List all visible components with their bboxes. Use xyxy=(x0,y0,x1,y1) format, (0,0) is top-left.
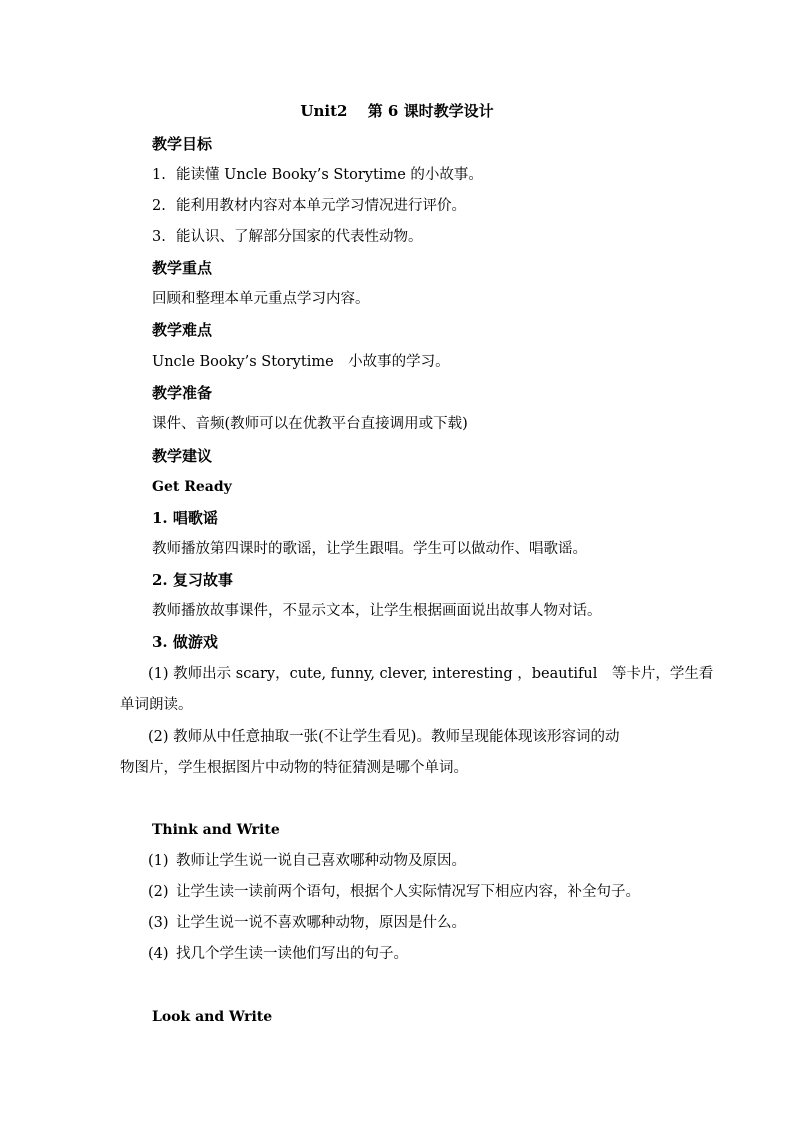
preparation-heading: 教学准备 xyxy=(152,384,213,402)
goal-item xyxy=(152,196,466,216)
goals-heading: 教学目标 xyxy=(152,135,213,153)
step3-paragraph2-line2: 物图片，学生根据图片中动物的特征猜测是哪个单词。 xyxy=(120,760,468,776)
difficulties-heading: 教学难点 xyxy=(152,321,213,339)
think-write-item xyxy=(148,882,640,902)
think-write-heading: Think and Write xyxy=(152,822,280,838)
page-title: Unit2 第 6 课时教学设计 xyxy=(300,102,494,120)
think-write-item xyxy=(148,851,466,871)
goal-number: 1. xyxy=(152,167,166,183)
item-text: 让学生说一说不喜欢哪种动物，原因是什么。 xyxy=(176,915,466,931)
difficulties-text: Uncle Booky’s Storytime 小故事的学习。 xyxy=(152,354,450,370)
goal-number: 3. xyxy=(152,229,166,245)
think-write-item xyxy=(148,913,466,933)
item-number: (4) xyxy=(148,946,169,962)
suggestions-heading: 教学建议 xyxy=(152,447,213,465)
item-text: 教师让学生说一说自己喜欢哪种动物及原因。 xyxy=(176,853,466,869)
think-write-item xyxy=(148,944,408,964)
step3-heading: 3. 做游戏 xyxy=(152,633,218,651)
item-number: (3) xyxy=(148,915,169,931)
item-number: (2) xyxy=(148,884,169,900)
look-write-heading: Look and Write xyxy=(152,1009,273,1025)
preparation-text: 课件、音频(教师可以在优教平台直接调用或下载) xyxy=(152,416,468,432)
step1-heading: 1. 唱歌谣 xyxy=(152,509,218,527)
step3-paragraph2-line1: (2) 教师从中任意抽取一张(不让学生看见)。教师呈现能体现该形容词的动 xyxy=(148,729,620,745)
key-points-heading: 教学重点 xyxy=(152,259,213,277)
step2-text: 教师播放故事课件，不显示文本，让学生根据画面说出故事人物对话。 xyxy=(152,603,602,619)
goal-text: 能利用教材内容对本单元学习情况进行评价。 xyxy=(176,198,466,214)
step1-text: 教师播放第四课时的歌谣，让学生跟唱。学生可以做动作、唱歌谣。 xyxy=(152,541,587,557)
goal-item xyxy=(152,227,423,247)
step3-paragraph1-line1: (1) 教师出示 scary，cute, funny, clever, interesting ，beautiful 等卡片，学生看 xyxy=(148,666,714,682)
goal-text: 能认识、了解部分国家的代表性动物。 xyxy=(176,229,423,245)
item-text: 让学生读一读前两个语句，根据个人实际情况写下相应内容，补全句子。 xyxy=(176,884,640,900)
goal-number: 2. xyxy=(152,198,166,214)
item-number: (1) xyxy=(148,853,169,869)
key-points-text: 回顾和整理本单元重点学习内容。 xyxy=(152,291,370,307)
get-ready-heading: Get Ready xyxy=(152,479,232,495)
goal-text: 能读懂 Uncle Booky’s Storytime 的小故事。 xyxy=(176,167,483,183)
step2-heading: 2. 复习故事 xyxy=(152,571,233,589)
item-text: 找几个学生读一读他们写出的句子。 xyxy=(176,946,408,962)
step3-paragraph1-line2: 单词朗读。 xyxy=(120,697,193,713)
goal-item xyxy=(152,165,483,185)
